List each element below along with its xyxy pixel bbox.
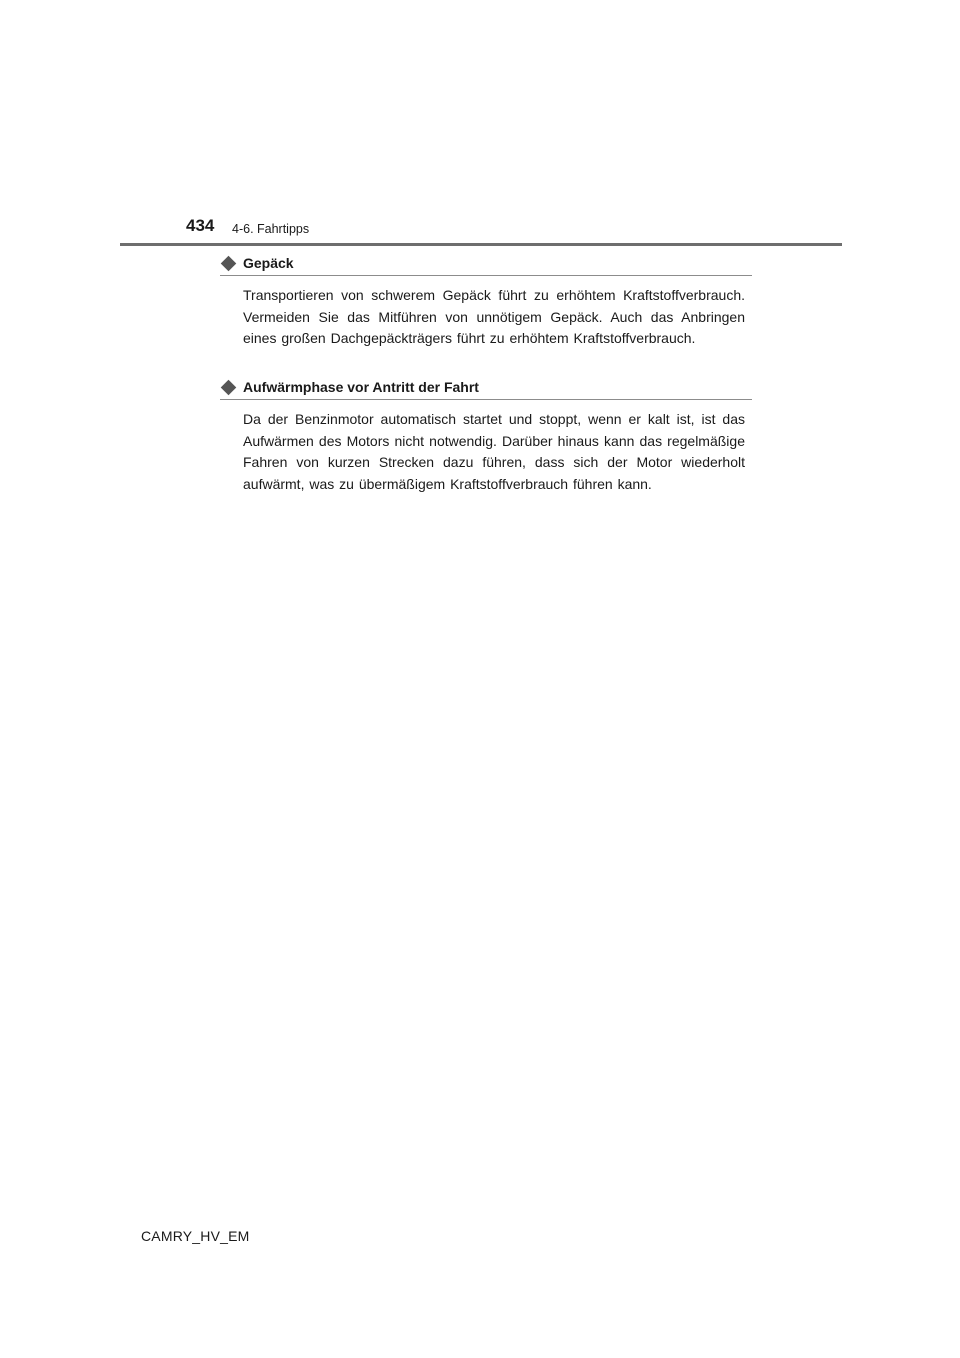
section-title: Aufwärmphase vor Antritt der Fahrt: [243, 379, 479, 395]
section-warmup: [220, 377, 752, 495]
diamond-icon: [221, 379, 237, 395]
section-paragraph: Transportieren von schwerem Gepäck führt zu erhöhtem Kraftstoffverbrauch. Vermeiden Sie das Mitführen von unnötigem Gepäck. Auch das Anbringen eines großen Dachgepäckträgers führt zu erhöhtem Kraftstoffverbrauch.: [243, 287, 745, 347]
diamond-icon: [221, 255, 237, 271]
section-heading: [220, 253, 752, 276]
section-heading: [220, 377, 752, 400]
header-divider: [120, 243, 842, 246]
section-paragraph: Da der Benzinmotor automatisch startet und stoppt, wenn er kalt ist, ist das Aufwärmen des Motors nicht notwendig. Darüber hinaus kann das regelmäßige Fahren von kurzen Strecken dazu führen, dass sich der Motor wiederholt aufwärmt, was zu übermäßigem Kraftstoffverbrauch führen kann.: [243, 411, 745, 492]
section-luggage: [220, 253, 752, 350]
page-number: 434: [186, 216, 215, 235]
chapter-title: 4-6. Fahrtipps: [232, 222, 310, 236]
section-title: Gepäck: [243, 255, 294, 271]
document-code: CAMRY_HV_EM: [141, 1228, 250, 1244]
